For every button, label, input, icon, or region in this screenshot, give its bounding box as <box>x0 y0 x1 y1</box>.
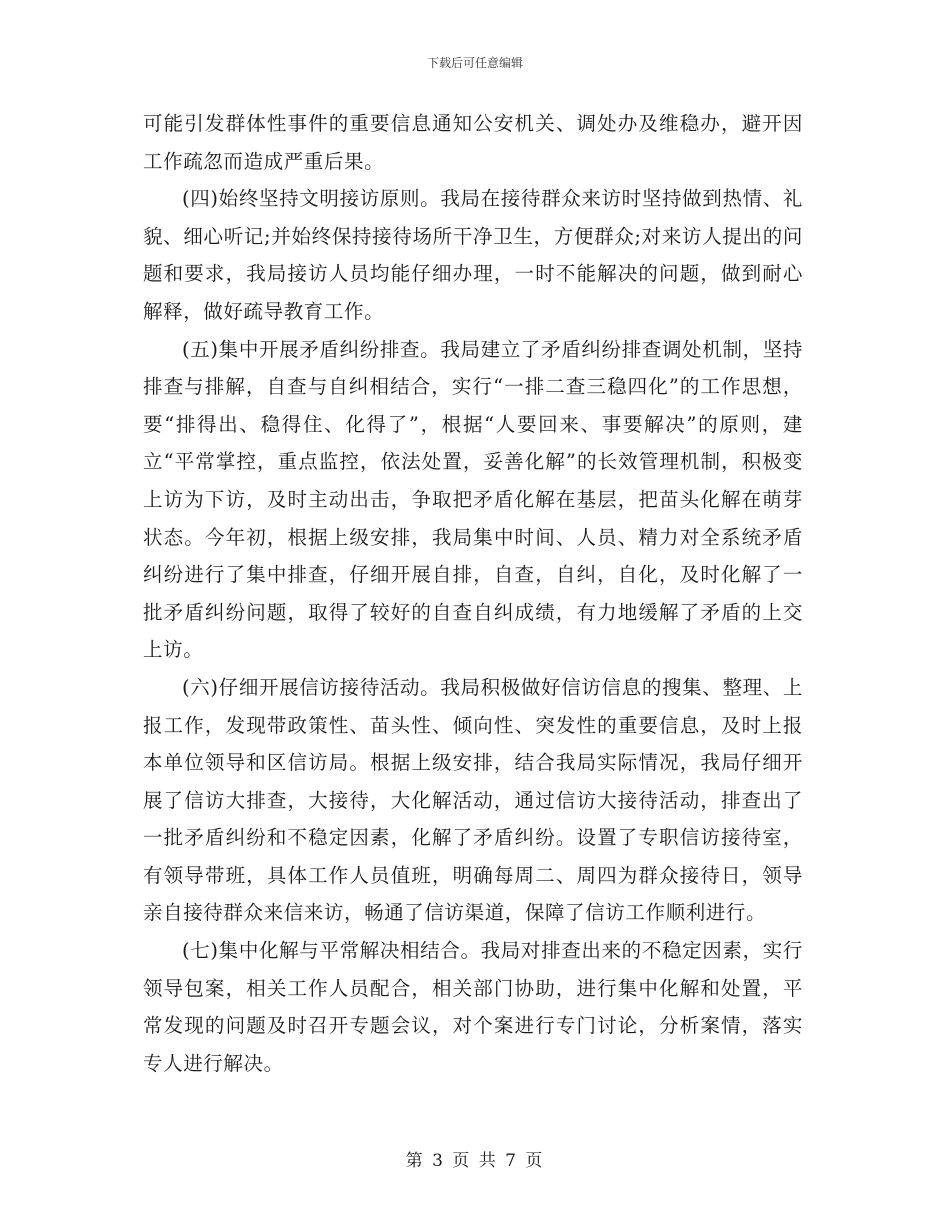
page-number: 第 3 页 共 7 页 <box>405 1151 545 1171</box>
paragraph-continuation: 可能引发群体性事件的重要信息通知公安机关、调处办及维稳办，避开因工作疏忽而造成严重后果。 <box>143 112 803 173</box>
paragraph-section-7: (七)集中化解与平常解决相结合。我局对排查出来的不稳定因素，实行领导包案，相关工作人员配合，相关部门协助，进行集中化解和处置，平常发现的问题及时召开专题会议，对个案进行专门讨论，分析案情，落实专人进行解决。 <box>143 939 803 1075</box>
paragraph-section-6: (六)仔细开展信访接待活动。我局积极做好信访信息的搜集、整理、上报工作，发现带政策性、苗头性、倾向性、突发性的重要信息，及时上报本单位领导和区信访局。根据上级安排，结合我局实际情况，我局仔细开展了信访大排查，大接待，大化解活动，通过信访大接待活动，排查出了一批矛盾纠纷和不稳定因素，化解了矛盾纠纷。设置了专职信访接待室，有领导带班，具体工作人员值班，明确每周二、周四为群众接待日，领导亲自接待群众来信来访，畅通了信访渠道，保障了信访工作顺利进行。 <box>143 675 803 925</box>
paragraph-section-4: (四)始终坚持文明接访原则。我局在接待群众来访时坚持做到热情、礼貌、细心听记;并始终保持接待场所干净卫生，方便群众;对来访人提出的问题和要求，我局接访人员均能仔细办理，一时不能解决的问题，做到耐心解释，做好疏导教育工作。 <box>143 187 803 323</box>
page-header: 下载后可任意编辑 <box>426 56 523 70</box>
paragraph-section-5: (五)集中开展矛盾纠纷排查。我局建立了矛盾纠纷排查调处机制，坚持排查与排解，自查与自纠相结合，实行“一排二查三稳四化”的工作思想，要“排得出、稳得住、化得了”，根据“人要回来、事要解决”的原则，建立“平常掌控，重点监控，依法处置，妥善化解”的长效管理机制，积极变上访为下访，及时主动出击，争取把矛盾化解在基层，把苗头化解在萌芽状态。今年初，根据上级安排，我局集中时间、人员、精力对全系统矛盾纠纷进行了集中排查，仔细开展自排，自查，自纠，自化，及时化解了一批矛盾纠纷问题，取得了较好的自查自纠成绩，有力地缓解了矛盾的上交上访。 <box>143 337 803 662</box>
document-body <box>143 105 803 1082</box>
